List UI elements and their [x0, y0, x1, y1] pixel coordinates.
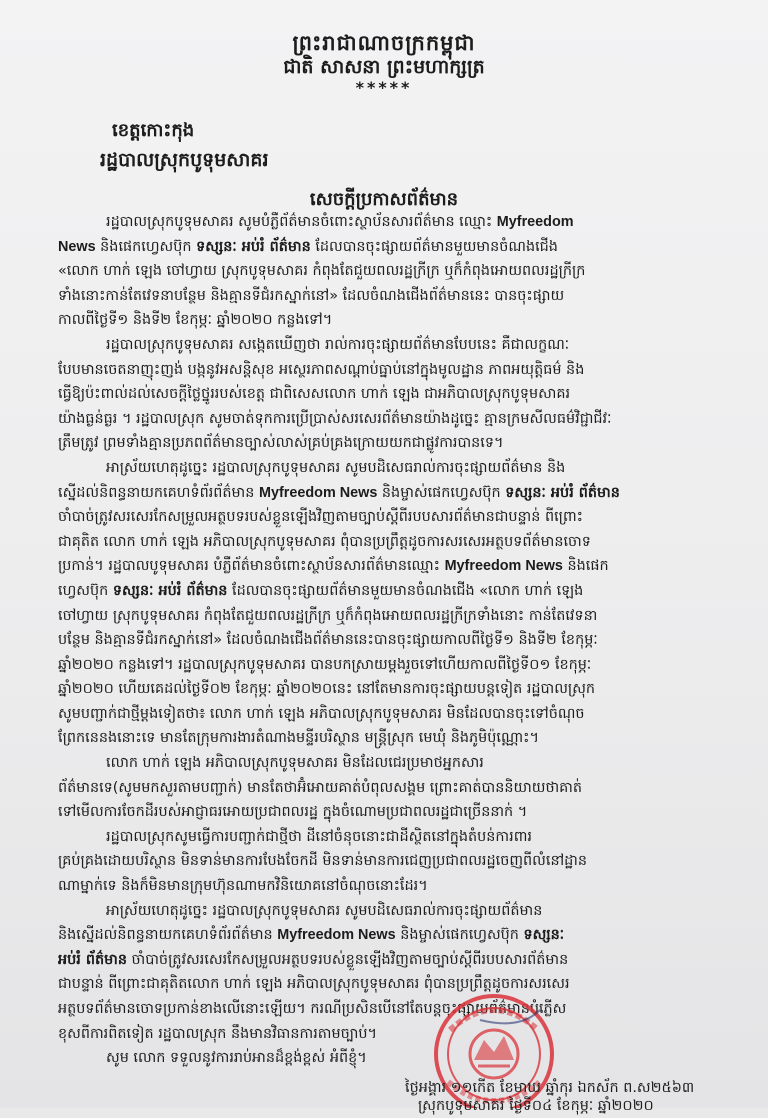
- outlet-name: News: [58, 238, 96, 255]
- body-line: ព័ត៌មានទេ(សូមមកសួរតាមបញ្ជាក់) មានតែថាអ៊ំអោយគាត់បំពុលសង្គម ព្រោះគាត់បាននិយាយថាគាត់: [58, 779, 582, 796]
- body-line: ជាបន្ទាន់ ពីព្រោះជាគុតិតលោក ហាក់ ឡេង អភិបាលស្រុកបូទុមសាគរ ពុំបានប្រព្រឹត្តដូចការសរសេរ: [58, 976, 570, 993]
- body-text: ស្នើដល់និពន្ធនាយកគេហទំព័រព័ត៌មាន: [58, 484, 255, 501]
- body-line: កាលពីថ្ងៃទី១ និងទី២ ខែកុម្ភៈ ឆ្នាំ២០២០ កន្លងទៅ។: [58, 312, 333, 329]
- body-text: និងម្ចាស់ផេកហ្វេសប៊ុក: [400, 927, 519, 944]
- facebook-page-name: ទស្សនៈ: [523, 927, 565, 944]
- issuer-district: រដ្ឋបាលស្រុកបូទុមសាគរ: [100, 149, 269, 171]
- body-line: ព្រែកនេនងនោះទេ មានតែក្រុមការងារតំណាងមន្ទីរបរិស្ថាន មន្ត្រីស្រុក មេឃុំ និងភូមិប៉ុណ្ណោះ។: [58, 730, 539, 747]
- body-line: ចាំបាច់ត្រូវសរសេរកែសម្រួលអត្ថបទរបស់ខ្លួនឡើងវិញតាមច្បាប់ស្តីពីរបបសារព័ត៌មានជាបន្ទាន់ ពីព្រោះ: [58, 509, 583, 526]
- body-line: យ៉ាងធ្ងន់ធ្ងរ ។ រដ្ឋបាលស្រុក សូមចាត់ទុកការប្រើប្រាស់សរសេរព័ត៌មានយ៉ាងដូច្នេះ គ្មានក្រមសីលធម៌វិជ្ជាជីវៈ: [58, 410, 612, 427]
- body-line: ទៅមើលការចែកដីរបស់អាជ្ញាធរអោយប្រជាពលរដ្ឋ ក្នុងចំណោមប្រជាពលរដ្ឋជាច្រើននាក់ ។: [58, 804, 528, 821]
- body-line: ធ្វើឱ្យប៉ះពាល់ដល់សេចក្តីថ្លៃថ្នូររបស់ខេត្ត ជាពិសេសលោក ហាក់ ឡេង ជាអភិបាលស្រុកបូទុមសាគរ: [58, 386, 571, 403]
- issuer-province: ខេត្តកោះកុង: [112, 120, 195, 141]
- facebook-page-name: ទស្សនៈ អប់រំ ព័ត៌មាន: [196, 238, 311, 255]
- body-line: ណាម្នាក់ទេ និងក៏មិនមានក្រុមហ៊ុនណាមកវិនិយោគនៅចំណុចនោះដែរ។: [58, 878, 428, 895]
- outlet-name: Myfreedom News: [258, 484, 378, 501]
- body-line: «លោក ហាក់ ឡេង ចៅហ្វាយ ស្រុកបូទុមសាគរ កំពុងតែជួយពលរដ្ឋក្រីក្រ ឬក៏កំពុងអោយពលរដ្ឋក្រីក្រ: [58, 263, 586, 280]
- body-line: [58, 923, 708, 948]
- closing-line: សូម លោក ទទួលនូវការរាប់អានដ៏ខ្ពង់ខ្ពស់ អំពីខ្ញុំ។: [106, 1050, 367, 1067]
- body-line: [58, 579, 708, 604]
- body-text: ហ្វេសប៊ុក: [58, 582, 109, 599]
- body-line: [58, 948, 708, 973]
- body-line: អាស្រ័យហេតុដូច្នេះ រដ្ឋបាលស្រុកបូទុមសាគរ សូមបដិសេធរាល់ការចុះផ្សាយព័ត៌មាន និង: [106, 459, 566, 476]
- body-line: [58, 210, 708, 235]
- body-line: [58, 235, 708, 260]
- national-motto: ជាតិ សាសនា ព្រះមហាក្សត្រ: [283, 56, 485, 78]
- body-text: និងម្ចាស់ផេកហ្វេសប៊ុក: [381, 484, 501, 501]
- body-text: ដែលបានចុះផ្សាយព័ត៌មានមួយមានចំណងជើង «លោក ហាក់ ឡេង: [232, 582, 584, 599]
- body-line: ទាំងនោះកាន់តែវេទនាបន្ថែម និងគ្មានទីជំរកស្នាក់នៅ» ដែលចំណងជើងព័ត៌មាននេះ បានចុះផ្សាយ: [58, 287, 565, 304]
- signature-lunar-date: ថ្ងៃអង្គារ ១១កើត ខែមាឃ ឆ្នាំកុរ ឯកស័ក ព.ស២៥៦៣: [405, 1080, 695, 1096]
- kingdom-heading: ព្រះរាជាណាចក្រកម្ពុជា: [292, 31, 476, 55]
- body-text: ចាំបាច់ត្រូវសរសេរកែសម្រួលអត្ថបទរបស់ខ្លួនឡើងវិញតាមច្បាប់ស្តីពីរបបសារព័ត៌មាន: [131, 951, 569, 968]
- body-text: ប្រកាន់។ រដ្ឋបាលបូទុមសាគរ បំភ្លឺព័ត៌មានចំពោះស្ថាប័នសារព័ត៌មានឈ្មោះ: [58, 558, 440, 575]
- outlet-name: Myfreedom News: [444, 558, 563, 575]
- body-line: រដ្ឋបាលស្រុកបូទុមសាគរ សង្កេតឃើញថា រាល់ការចុះផ្សាយព័ត៌មានបែបនេះ គឺជាលក្ខណៈ: [106, 336, 570, 353]
- document-body: [58, 210, 708, 1071]
- facebook-page-name: ទស្សនៈ អប់រំ ព័ត៌មាន: [505, 484, 620, 501]
- body-text: និងផេកហ្វេសប៊ុក: [100, 238, 192, 255]
- body-line: អត្ថបទព័ត៌មានចោទប្រកាន់ខាងលើនោះឡើយ។ ករណីប្រសិនបើនៅតែបន្តចុះផ្សាយព័ត៌មានបំភ្លើស: [58, 1001, 567, 1017]
- body-line: បន្ថែម និងគ្មានទីជំរកស្នាក់នៅ» ដែលចំណងជើងព័ត៌មាននេះបានចុះផ្សាយកាលពីថ្ងៃទី១ និងទី២ ខែកុម្ភៈ: [58, 632, 598, 649]
- outlet-name: Myfreedom News: [277, 927, 396, 944]
- body-text: ដែលបានចុះផ្សាយព័ត៌មានមួយមានចំណងជើង: [315, 238, 558, 255]
- body-line: អាស្រ័យហេតុដូច្នេះ រដ្ឋបាលស្រុកបូទុមសាគរ សូមបដិសេធរាល់ការចុះផ្សាយព័ត៌មាន: [106, 902, 543, 919]
- body-line: ឆ្នាំ២០២០ ហើយគេដល់ថ្ងៃទី០២ ខែកុម្ភៈ ឆ្នាំ២០២០នេះ នៅតែមានការចុះផ្សាយបន្តទៀត រដ្ឋបាលស្រុក: [58, 681, 596, 698]
- body-line: ជាគុតិត លោក ហាក់ ឡេង អភិបាលស្រុកបូទុមសាគរ ពុំបានប្រព្រឹត្តដូចការសរសេរអត្ថបទព័ត៌មានចោទ: [58, 533, 591, 550]
- body-line: គ្រប់គ្រងដោយបរិស្ថាន មិនទាន់មានការបែងចែកដី មិនទាន់មានការជេញប្រជាពលរដ្ឋចេញពីលំនៅដ្ឋាន: [58, 853, 587, 870]
- body-line: [58, 554, 708, 579]
- body-text: និងផេក: [567, 558, 609, 575]
- body-text: រដ្ឋបាលស្រុកបូទុមសាគរ សូមបំភ្លឺព័ត៌មានចំពោះស្ថាប័នសារព័ត៌មាន ឈ្មោះ: [106, 214, 493, 230]
- body-line: ឆ្នាំ២០២០ កន្លងទៅ។ រដ្ឋបាលស្រុកបូទុមសាគរ បានបកស្រាយម្តងរួចទៅហើយកាលពីថ្ងៃទី០១ ខែកុម្ភៈ: [58, 656, 592, 673]
- body-line: ខុសពីការពិតទៀត រដ្ឋបាលស្រុក នឹងមានវិធានការតាមច្បាប់។: [58, 1025, 378, 1042]
- body-line: លោក ហាក់ ឡេង អភិបាលស្រុកបូទុមសាគរ មិនដែលជេរប្រមាថអ្នកសារ: [106, 755, 484, 772]
- document-title: សេចក្តីប្រកាសព័ត៌មាន: [309, 189, 459, 210]
- facebook-page-name: ទស្សនៈ អប់រំ ព័ត៌មាន: [112, 582, 228, 599]
- body-line: រដ្ឋបាលស្រុកសូមធ្វើការបញ្ជាក់ជាថ្មីថា ដីនៅចំនុចនោះជាដីស្ថិតនៅក្នុងតំបន់ការពារ: [106, 828, 532, 845]
- body-line: ត្រឹមត្រូវ ព្រមទាំងគ្មានប្រភពព័ត៌មានច្បាស់លាស់គ្រប់គ្រងក្រោយយកជាផ្លូវការបានទេ។: [58, 435, 504, 452]
- body-text: និងស្នើដល់និពន្ធនាយកគេហទំព័រព័ត៌មាន: [58, 927, 273, 944]
- signature-solar-date: ស្រុកបូទុមសាគរ ថ្ងៃទី០៤ ខែកុម្ភៈ ឆ្នាំ២០២០: [418, 1098, 654, 1114]
- body-line: [58, 481, 708, 506]
- facebook-page-name: អប់រំ ព័ត៌មាន: [58, 951, 127, 968]
- body-line: ចៅហ្វាយ ស្រុកបូទុមសាគរ កំពុងតែជួយពលរដ្ឋក្រីក្រ ឬក៏កំពុងអោយពលរដ្ឋក្រីក្រទាំងនោះ កាន់តែវេទនា: [58, 607, 598, 624]
- body-line: បែបមានចេតនាញុះញង់ បង្កនូវអសន្តិសុខ អស្ថេរភាពសណ្តាប់ធ្នាប់នៅក្នុងមូលដ្ឋាន ភាពអយុត្តិធម៌ និង: [58, 361, 585, 378]
- header-stars: *****: [355, 78, 413, 97]
- outlet-name: Myfreedom: [496, 214, 574, 230]
- body-line: សូមបញ្ជាក់ជាថ្មីម្តងទៀតថា៖ លោក ហាក់ ឡេង អភិបាលស្រុកបូទុមសាគរ មិនដែលបានចុះទៅចំណុច: [58, 705, 585, 722]
